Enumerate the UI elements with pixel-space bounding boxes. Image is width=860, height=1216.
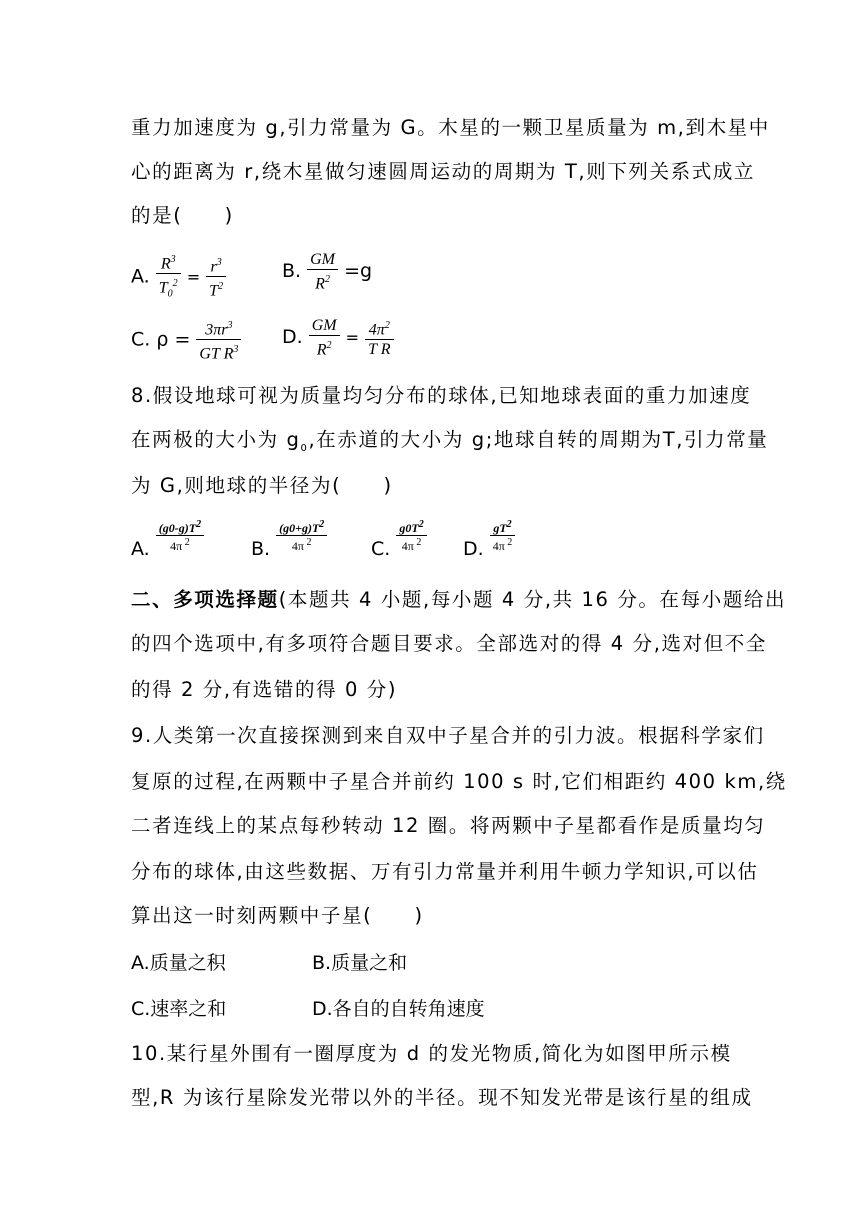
fraction: $\frac{3\pi r^3}{GT R^3}$ (196, 316, 241, 364)
q7-text-line-2: 心的距离为 r,绕木星做匀速圆周运动的周期为 T,则下列关系式成立 (131, 160, 756, 183)
q9-text-line-5: 算出这一时刻两颗中子星( ) (131, 904, 424, 927)
q7-option-b (282, 250, 372, 293)
option-label: B. (282, 260, 302, 283)
q9-option-b: B.质量之和 (312, 952, 408, 974)
q8-option-a (131, 518, 204, 560)
q9-option-a: A.质量之积 (131, 952, 226, 974)
fraction: $\frac{gT^2}{4\pi ^2}$ (490, 518, 516, 553)
fraction-right: $\frac{4\pi^2}{\text{T R}}$ (365, 316, 393, 359)
q9-text-line-3: 二者连线上的某点每秒转动 12 圈。将两颗中子星都看作是质量均匀 (131, 814, 766, 837)
q8-text-line-1: 8.假设地球可视为质量均匀分布的球体,已知地球表面的重力加速度 (131, 384, 752, 407)
fraction-left: $\frac{GM}{R^2}$ (309, 316, 340, 359)
q7-text-line-3: 的是( ) (131, 204, 234, 227)
q8-option-c (371, 518, 427, 560)
option-label: D. (282, 326, 303, 349)
section-heading: 二、多项选择题 (131, 588, 279, 611)
section2-line-1: 二、多项选择题(本题共 4 小题,每小题 4 分,共 16 分。在每小题给出 (131, 588, 787, 611)
fraction-left: $\frac{R^3}{T_0^2}$ (156, 250, 181, 304)
q9-option-d: D.各自的自转角速度 (312, 998, 485, 1020)
q8-option-d (463, 518, 515, 560)
section2-line-2: 的四个选项中,有多项符合题目要求。全部选对的得 4 分,选对但不全 (131, 632, 768, 655)
option-label: D. (463, 538, 484, 560)
fraction: $\frac{(g0+g)T^2}{4\pi ^2}$ (276, 518, 327, 553)
option-label: A. (131, 538, 150, 560)
fraction-right: $\frac{r^3}{T^2}$ (206, 253, 226, 301)
option-label: A. (131, 265, 150, 288)
q9-option-c: C.速率之和 (131, 998, 227, 1020)
q8-option-b (251, 518, 327, 560)
option-label: B. (251, 538, 271, 560)
q7-option-c (131, 316, 241, 364)
q8-text-line-3: 为 G,则地球的半径为( ) (131, 474, 393, 497)
q9-text-line-4: 分布的球体,由这些数据、万有引力常量并利用牛顿力学知识,可以估 (131, 860, 759, 883)
fraction: $\frac{(g0-g)T^2}{4\pi ^2}$ (156, 518, 204, 553)
fraction: $\frac{g0T^2}{4\pi ^2}$ (396, 518, 426, 553)
option-label: C. ρ = (131, 328, 191, 351)
section2-line-3: 的得 2 分,有选错的得 0 分) (131, 678, 398, 701)
q7-option-a: A. $\frac{R^3}{T_0^2}$ = $\frac{r^3}{T^2}$ (131, 250, 226, 304)
q9-text-line-2: 复原的过程,在两颗中子星合并前约 100 s 时,它们相距约 400 km,绕 (131, 770, 787, 793)
q7-option-d: D. $\frac{GM}{R^2}$ = $\frac{4\pi^2}{\text{T R}}$ (282, 316, 394, 359)
option-label: C. (371, 538, 391, 560)
q9-text-line-1: 9.人类第一次直接探测到来自双中子星合并的引力波。根据科学家们 (131, 724, 765, 747)
q10-text-line-1: 10.某行星外围有一圈厚度为 d 的发光物质,简化为如图甲所示模 (131, 1042, 732, 1065)
q7-text-line-1: 重力加速度为 g,引力常量为 G。木星的一颗卫星质量为 m,到木星中 (131, 116, 770, 139)
q8-text-line-2: 在两极的大小为 $g_0$,在赤道的大小为 g;地球自转的周期为T,引力常量 (131, 428, 769, 454)
fraction: $\frac{GM}{R^2}$ (307, 250, 338, 293)
q10-text-line-2: 型,R 为该行星除发光带以外的半径。现不知发光带是该行星的组成 (131, 1086, 753, 1109)
option-suffix: =g (344, 260, 373, 283)
